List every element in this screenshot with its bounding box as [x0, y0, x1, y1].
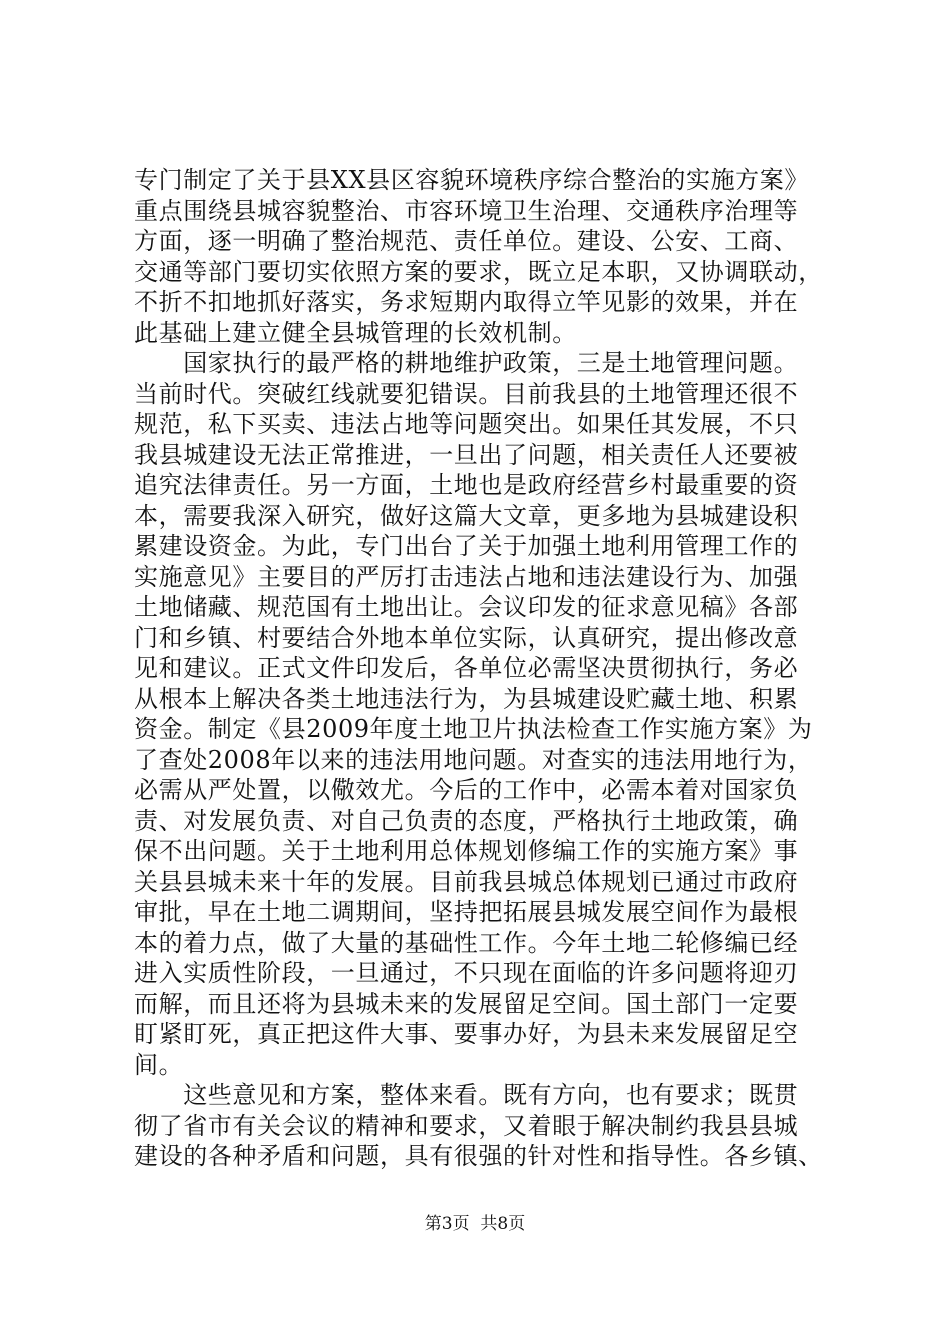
text-line: 方面，逐一明确了整治规范、责任单位。建设、公安、工商、 [134, 227, 799, 255]
text-line: 专门制定了关于县XX县区容貌环境秩序综合整治的实施方案》 [134, 166, 809, 194]
text-line: 必需从严处置，以儆效尤。今后的工作中，必需本着对国家负 [134, 776, 799, 804]
text-line: 彻了省市有关会议的精神和要求，又着眼于解决制约我县县城 [134, 1111, 799, 1140]
text-line: 门和乡镇、村要结合外地本单位实际，认真研究，提出修改意 [134, 623, 799, 652]
text-line: 重点围绕县城容貌整治、市容环境卫生治理、交通秩序治理等 [134, 196, 799, 225]
text-line: 累建设资金。为此，专门出台了关于加强土地利用管理工作的 [134, 532, 799, 560]
text-line: 此基础上建立健全县城管理的长效机制。 [134, 318, 577, 347]
document-body [134, 165, 834, 1172]
text-line: 而解，而且还将为县城未来的发展留足空间。国土部门一定要 [134, 989, 799, 1018]
text-line: 审批，早在土地二调期间，坚持把拓展县城发展空间作为最根 [134, 898, 799, 926]
text-line: 见和建议。正式文件印发后，各单位必需坚决贯彻执行，务必 [134, 654, 799, 682]
text-line: 盯紧盯死，真正把这件大事、要事办好，为县未来发展留足空 [134, 1020, 799, 1048]
text-line: 进入实质性阶段，一旦通过，不只现在面临的许多问题将迎刃 [134, 959, 799, 987]
text-line: 规范，私下买卖、违法占地等问题突出。如果任其发展，不只 [134, 410, 799, 438]
text-line: 不折不扣地抓好落实，务求短期内取得立竿见影的效果，并在 [134, 288, 799, 316]
text-line: 责、对发展负责、对自己负责的态度，严格执行土地政策，确 [134, 806, 799, 835]
text-line: 追究法律责任。另一方面，土地也是政府经营乡村最重要的资 [134, 471, 799, 499]
text-line: 间。 [134, 1050, 184, 1079]
text-line: 这些意见和方案，整体来看。既有方向，也有要求；既贯 [134, 1081, 799, 1109]
text-line: 资金。制定《县2009年度土地卫片执法检查工作实施方案》为 [134, 715, 813, 743]
text-line: 土地储藏、规范国有土地出让。会议印发的征求意见稿》各部 [134, 593, 799, 621]
text-line: 本，需要我深入研究，做好这篇大文章，更多地为县城建设积 [134, 501, 799, 530]
text-line: 本的着力点，做了大量的基础性工作。今年土地二轮修编已经 [134, 928, 799, 957]
text-line: 当前时代。突破红线就要犯错误。目前我县的土地管理还很不 [134, 379, 799, 408]
text-line: 关县县城未来十年的发展。目前我县城总体规划已通过市政府 [134, 867, 799, 896]
page-footer: 第3页 共8页 [424, 1214, 526, 1234]
text-line: 了查处2008年以来的违法用地问题。对查实的违法用地行为， [134, 745, 813, 774]
text-line: 从根本上解决各类土地违法行为，为县城建设贮藏土地、积累 [134, 684, 799, 713]
text-line: 交通等部门要切实依照方案的要求，既立足本职，又协调联动， [134, 257, 823, 286]
text-line: 国家执行的最严格的耕地维护政策，三是土地管理问题。 [134, 349, 799, 377]
text-line: 我县城建设无法正常推进，一旦出了问题，相关责任人还要被 [134, 440, 799, 469]
text-line: 建设的各种矛盾和问题，具有很强的针对性和指导性。各乡镇、 [134, 1142, 823, 1170]
text-line: 实施意见》主要目的严厉打击违法占地和违法建设行为、加强 [134, 562, 799, 591]
text-line: 保不出问题。关于土地利用总体规划修编工作的实施方案》事 [134, 837, 799, 865]
